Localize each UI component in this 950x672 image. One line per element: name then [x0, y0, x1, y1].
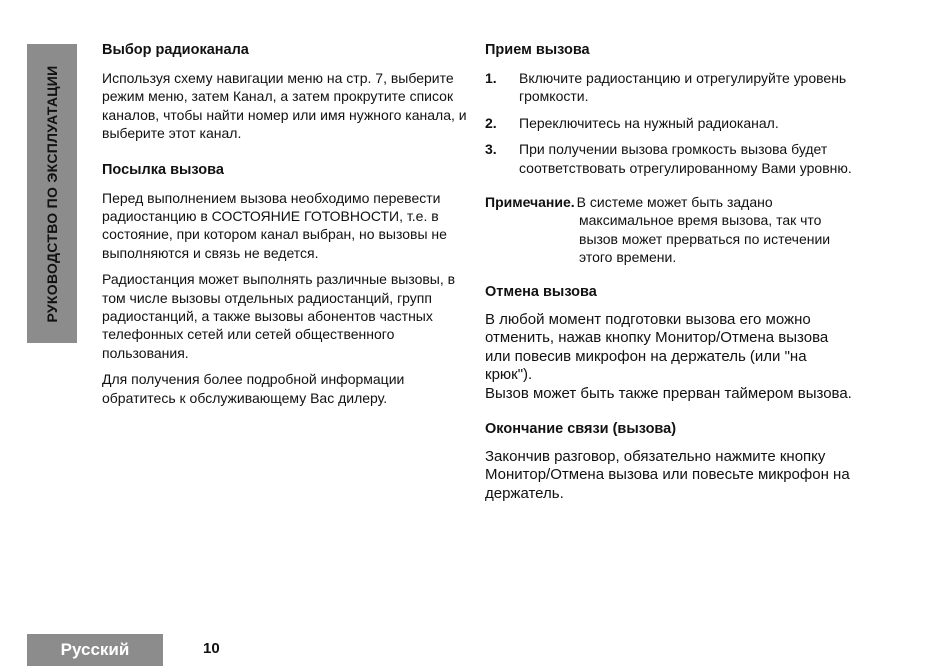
step-number: 2. [485, 114, 497, 131]
language-tab [27, 634, 163, 666]
note-label: Примечание. [485, 194, 575, 211]
paragraph-send-call-1: Перед выполнением вызова необходимо перевести радиостанцию в СОСТОЯНИЕ ГОТОВНОСТИ, т.е. в состояние, при котором канал выбран, но вызовы не выполняются и связь не ведется. [102, 189, 447, 261]
list-item [485, 69, 857, 106]
list-item [485, 140, 857, 177]
section-title-send-call: Посылка вызова [102, 161, 224, 178]
paragraph-channel: Используя схему навигации меню на стр. 7, выберите режим меню, затем Канал, а затем прокрутите список каналов, чтобы найти номер или имя нужного канала, и выберите этот канал. [102, 70, 467, 142]
step-text: Переключитесь на нужный радиоканал. [519, 114, 779, 131]
section-title-receive-call: Прием вызова [485, 42, 590, 58]
list-item [485, 114, 857, 132]
language-label: Русский [60, 640, 130, 659]
section-title-channel: Выбор радиоканала [102, 42, 249, 58]
paragraph-cancel-call-2: Вызов может быть также прерван таймером вызова. [485, 385, 852, 403]
paragraph-send-call-3: Для получения более подробной информации обратитесь к обслуживающему Вас дилеру. [102, 371, 405, 406]
paragraph-end-call: Закончив разговор, обязательно нажмите кнопку Монитор/Отмена вызова или повесьте микрофон на держатель. [485, 447, 850, 502]
step-text: При получении вызова громкость вызова будет соответствовать отрегулированному Вами уровню. [519, 141, 852, 176]
paragraph-send-call-2: Радиостанция может выполнять различные вызовы, в том числе вызовы отдельных радиостанций, групп радиостанций, а также вызовы абонентов частных телефонных сетей или сетей общественного пользования. [102, 271, 456, 361]
note-text: максимальное время вызова, так что вызов может прерваться по истечении этого времени. [579, 212, 831, 266]
paragraph-cancel-call-1: В любой момент подготовки вызова его можно отменить, нажав кнопку Монитор/Отмена вызова или повесив микрофон на держатель (или "на крюк"). [485, 310, 829, 384]
page-number: 10 [203, 640, 220, 657]
note [485, 193, 857, 211]
section-title-end-call: Окончание связи (вызова) [485, 420, 677, 437]
right-column [485, 41, 857, 503]
section-title-cancel-call: Отмена вызова [485, 283, 597, 300]
left-column [102, 41, 470, 407]
step-text: Включите радиостанцию и отрегулируйте уровень громкости. [519, 70, 847, 105]
steps-list [485, 69, 857, 177]
note-first-line: В системе может быть задано [576, 194, 773, 211]
step-number: 1. [485, 70, 497, 86]
side-tab-label: РУКОВОДСТВО ПО ЭКСПЛУАТАЦИИ [44, 64, 60, 323]
side-tab [27, 44, 77, 343]
step-number: 3. [485, 141, 497, 158]
